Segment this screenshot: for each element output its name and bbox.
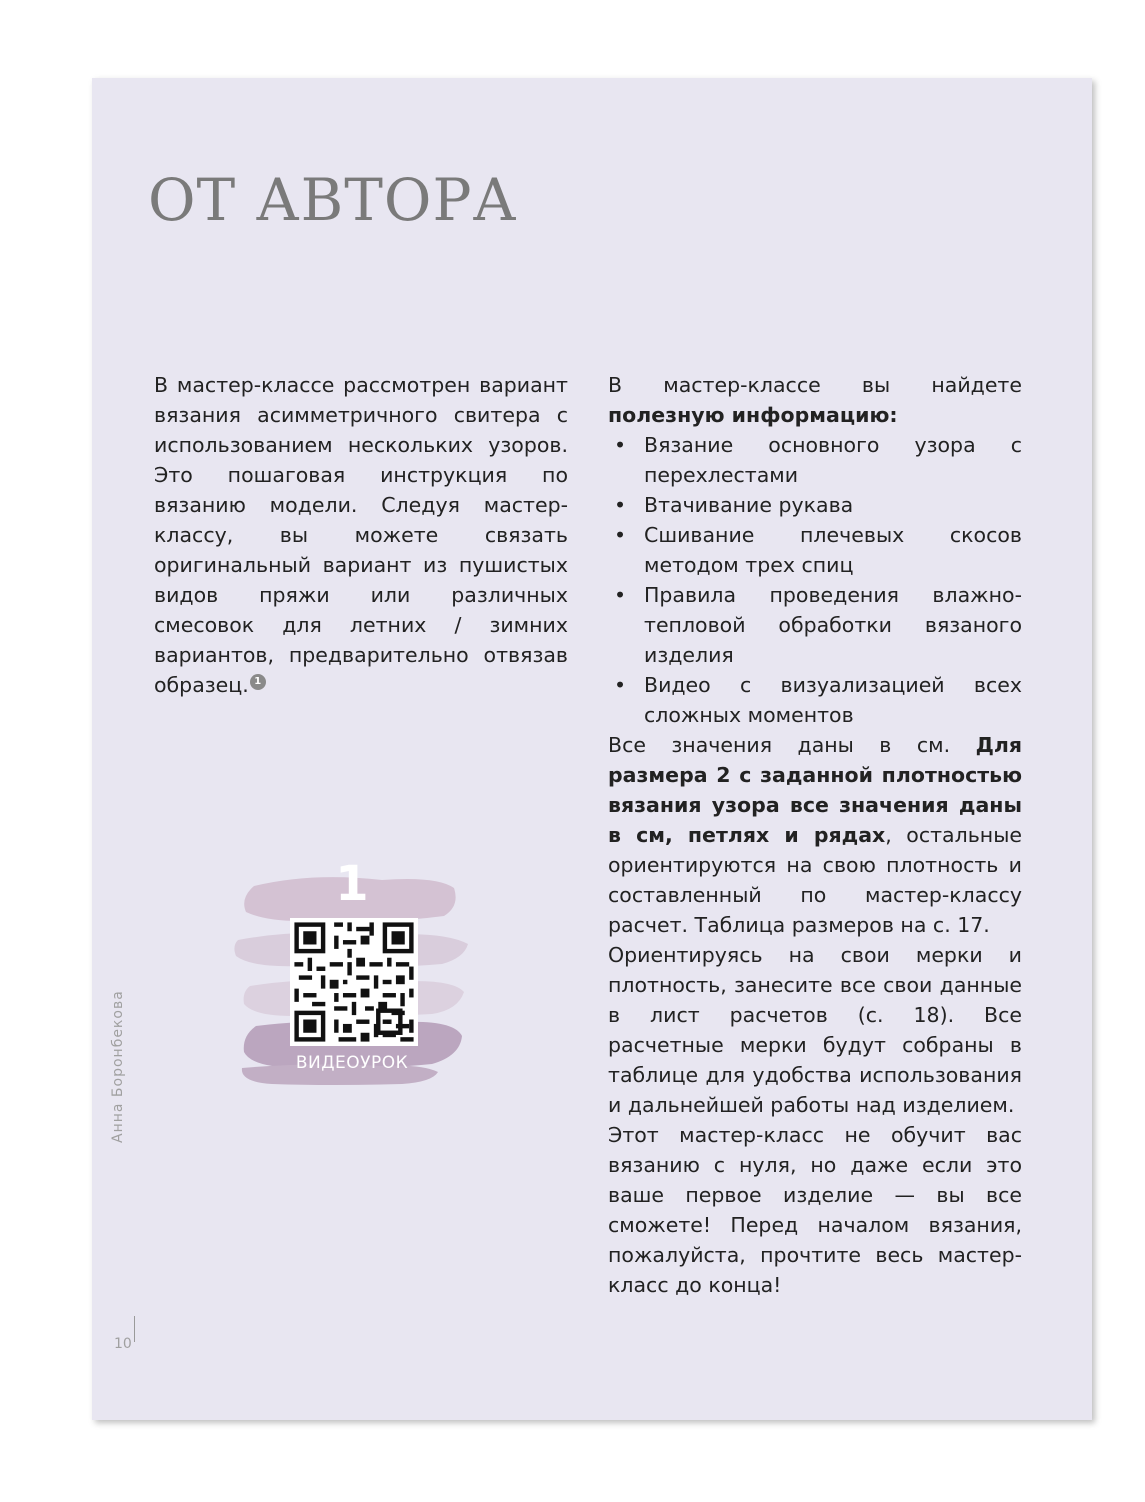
video-number: 1 [335, 856, 369, 912]
intro-text: В мастер-классе рассмотрен вариант вязания асимметричного свитера с использованием нескольких узоров. Это пошаговая инструкция по вязанию модели. Следуя мастер-классу, вы можете связать оригинальный вариант из пушистых видов пряжи или различных смесовок для летних / зимних вариантов, предварительно отвязав образец. [154, 373, 568, 697]
page-number: 10 [114, 1336, 132, 1352]
measure-paragraph: Ориентируясь на свои мерки и плотность, занесите все свои данные в лист расчетов (с. 18). Все расчетные мерки будут собраны в таблице для удобства использования и дальнейшей работы над изделием. [608, 943, 1022, 1117]
qr-code-icon [290, 918, 418, 1046]
book-page [92, 78, 1092, 1420]
values-plain-2: , остальные ориентируются на свою плотность и составленный по мастер-классу расчет. Таблица размеров на с. 17. [608, 823, 1022, 937]
side-divider [134, 1316, 135, 1342]
list-item: • Видео с визуализацией всех сложных моментов [608, 670, 1022, 730]
list-item: • Сшивание плечевых скосов методом трех спиц [608, 520, 1022, 580]
list-item: • Вязание основного узора с перехлестами [608, 430, 1022, 490]
intro-plain: В мастер-классе вы найдете [608, 373, 1022, 397]
final-paragraph: Этот мастер-класс не обучит вас вязанию с нуля, но даже если это ваше первое изделие — вы все сможете! Перед началом вязания, пожалуйста, прочтите весь мастер-класс до конца! [608, 1123, 1022, 1297]
intro-bold: полезную информацию: [608, 403, 898, 427]
intro-line [608, 370, 1022, 430]
video-label: ВИДЕОУРОК [295, 1053, 409, 1073]
footnote-marker[interactable]: 1 [250, 674, 266, 690]
page-title: ОТ АВТОРА [148, 166, 518, 234]
right-column [608, 370, 1022, 1300]
qr-code[interactable] [290, 918, 418, 1046]
list-item: • Правила проведения влажно-тепловой обработки вязаного изделия [608, 580, 1022, 670]
list-item: • Втачивание рукава [608, 490, 1022, 520]
intro-paragraph [154, 370, 568, 700]
side-author-name: Анна Боронбекова [110, 990, 126, 1143]
video-lesson-block [232, 858, 472, 1098]
values-bold: Для размера 2 с заданной плотностью вязания узора все значения даны в см, петлях и рядах [608, 733, 1022, 847]
left-column [154, 370, 568, 700]
info-list [608, 430, 1022, 730]
values-paragraph [608, 730, 1022, 940]
values-plain-1: Все значения даны в см. [608, 733, 976, 757]
